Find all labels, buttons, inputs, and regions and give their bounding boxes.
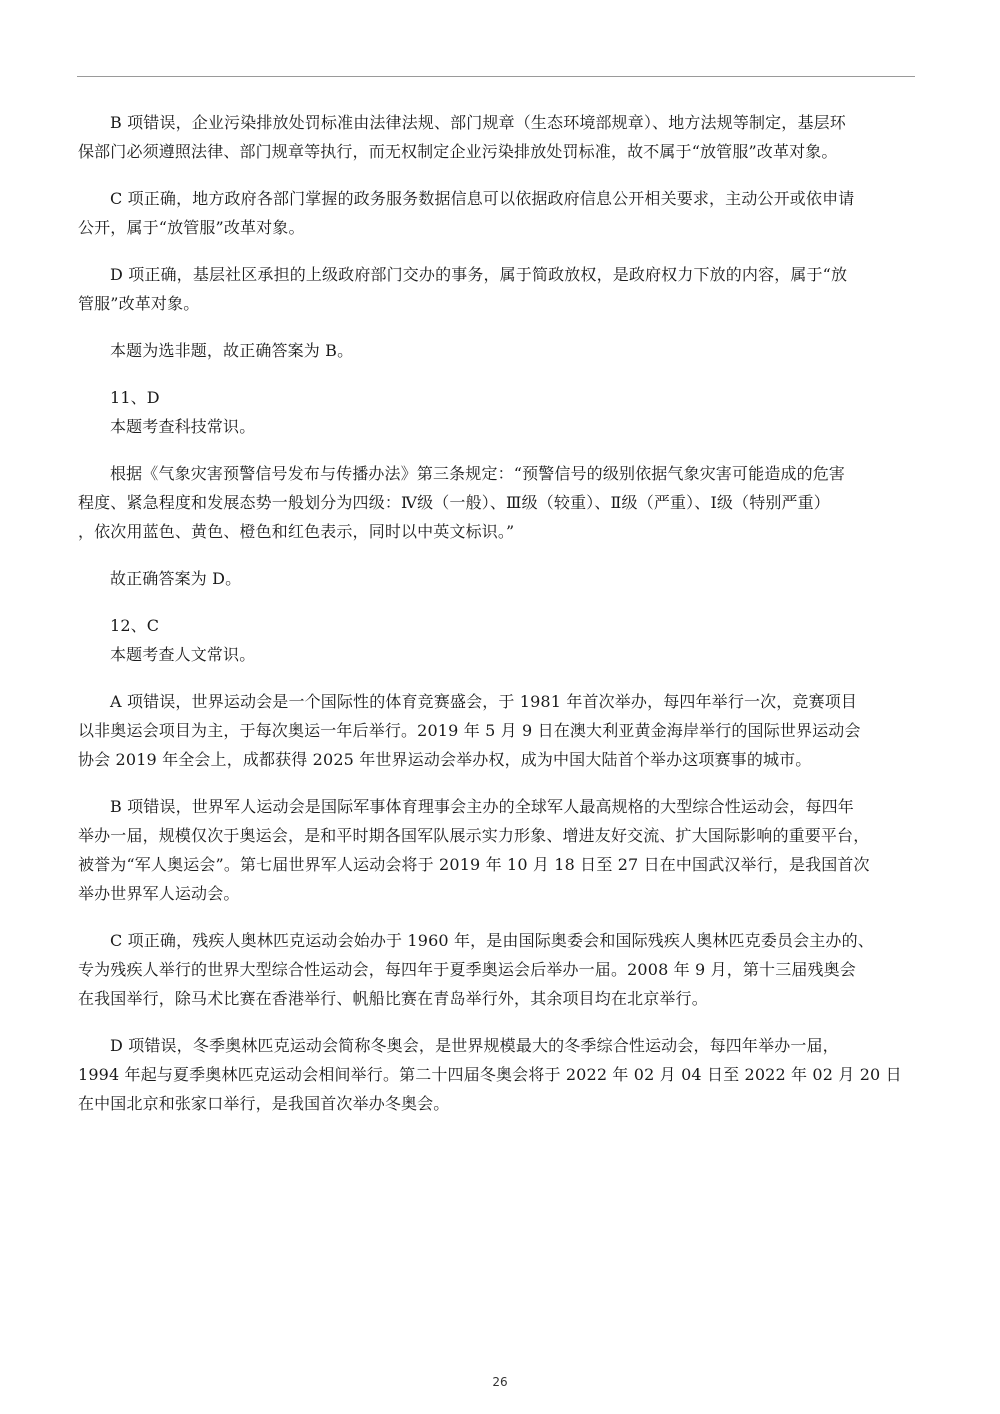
paragraph-a-wrong-q12 [78,687,924,774]
text-line: 12、C [110,616,160,635]
text-line: 举办世界军人运动会。 [78,884,240,903]
text-line: D 项正确，基层社区承担的上级政府部门交办的事务，属于简政放权，是政府权力下放的内容，属于“放 [110,265,848,284]
text-line: 以非奥运会项目为主，于每次奥运一年后举行。2019 年 5 月 9 日在澳大利亚黄金海岸举行的国际世界运动会 [78,721,861,740]
text-line: 协会 2019 年全会上，成都获得 2025 年世界运动会举办权，成为中国大陆首个举办这项赛事的城市。 [78,750,812,769]
paragraph-d-wrong-q12 [78,1031,924,1118]
text-line: 在我国举行，除马术比赛在香港举行、帆船比赛在青岛举行外，其余项目均在北京举行。 [78,989,708,1008]
text-line: 程度、紧急程度和发展态势一般划分为四级：Ⅳ级（一般）、Ⅲ级（较重）、Ⅱ级（严重）、Ⅰ级（特别严重） [78,493,830,512]
text-line: ，依次用蓝色、黄色、橙色和红色表示，同时以中英文标识。” [78,522,515,541]
text-line: 本题为选非题，故正确答案为 B。 [110,341,354,360]
paragraph-q11-explanation [78,459,924,546]
text-line: B 项错误，企业污染排放处罚标准由法律法规、部门规章（生态环境部规章）、地方法规等制定，基层环 [110,113,846,132]
paragraph-d-correct-q10 [78,260,924,318]
text-line: 举办一届，规模仅次于奥运会，是和平时期各国军队展示实力形象、增进友好交流、扩大国际影响的重要平台， [78,826,870,845]
paragraph-c-correct-q10 [78,184,924,242]
document-body [78,108,924,1136]
text-line: A 项错误，世界运动会是一个国际性的体育竞赛盛会，于 1981 年首次举办，每四年举行一次，竞赛项目 [110,692,858,711]
text-line: 管服”改革对象。 [78,294,200,313]
text-line: D 项错误，冬季奥林匹克运动会简称冬奥会，是世界规模最大的冬季综合性运动会，每四年举办一届， [110,1036,839,1055]
paragraph-q12-topic [78,640,924,669]
text-line: C 项正确，残疾人奥林匹克运动会始办于 1960 年，是由国际奥委会和国际残疾人奥林匹克委员会主办的、 [110,931,874,950]
text-line: 在中国北京和张家口举行，是我国首次举办冬奥会。 [78,1094,450,1113]
text-line: C 项正确，地方政府各部门掌握的政务服务数据信息可以依据政府信息公开相关要求，主动公开或依申请 [110,189,855,208]
paragraph-b-wrong-q12 [78,792,924,908]
paragraph-answer-q10 [78,336,924,365]
text-line: 1994 年起与夏季奥林匹克运动会相间举行。第二十四届冬奥会将于 2022 年 02 月 04 日至 2022 年 02 月 20 日 [78,1065,902,1084]
paragraph-q12-number [78,611,924,640]
text-line: 专为残疾人举行的世界大型综合性运动会，每四年于夏季奥运会后举办一届。2008 年 9 月，第十三届残奥会 [78,960,856,979]
paragraph-b-wrong-q10 [78,108,924,166]
text-line: B 项错误，世界军人运动会是国际军事体育理事会主办的全球军人最高规格的大型综合性运动会，每四年 [110,797,854,816]
paragraph-answer-q11 [78,564,924,593]
text-line: 本题考查科技常识。 [110,417,256,436]
paragraph-c-correct-q12 [78,926,924,1013]
text-line: 本题考查人文常识。 [110,645,256,664]
paragraph-q11-number [78,383,924,412]
paragraph-q11-topic [78,412,924,441]
page-number: 26 [492,1375,508,1389]
header-rule [77,76,915,77]
text-line: 被誉为“军人奥运会”。第七届世界军人运动会将于 2019 年 10 月 18 日至 27 日在中国武汉举行，是我国首次 [78,855,870,874]
text-line: 故正确答案为 D。 [110,569,242,588]
text-line: 根据《气象灾害预警信号发布与传播办法》第三条规定：“预警信号的级别依据气象灾害可能造成的危害 [110,464,846,483]
text-line: 11、D [110,388,160,407]
text-line: 保部门必须遵照法律、部门规章等执行，而无权制定企业污染排放处罚标准，故不属于“放管服”改革对象。 [78,142,838,161]
text-line: 公开，属于“放管服”改革对象。 [78,218,305,237]
